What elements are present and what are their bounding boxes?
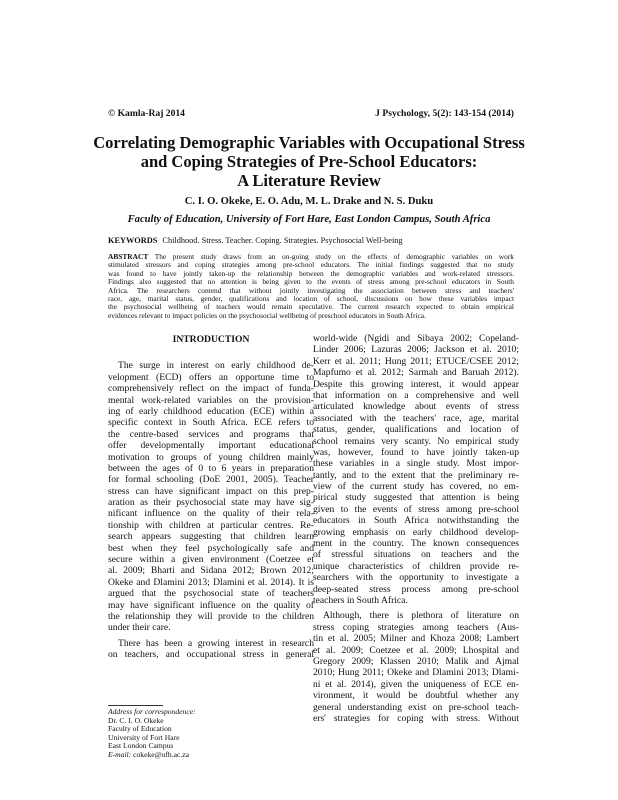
abstract-line: stimulated stressors and coping strategies among pre-school educators. The initial findings suggested that no study xyxy=(108,261,514,270)
body-line: growing emphasis on early childhood develop- xyxy=(313,526,519,538)
body-line: specific context in South Africa. ECE refers to xyxy=(108,417,314,429)
body-line: Mapfumo et al. 2012; Sarmah and Baruah 2012). xyxy=(313,367,519,379)
body-line: al. 2009; Bharti and Sidana 2012; Brown 2012; xyxy=(108,565,314,577)
keywords-line xyxy=(108,236,403,245)
left-column xyxy=(108,334,314,661)
body-line: under their care. xyxy=(108,622,171,634)
body-line: The surge in interest on early childhood de- xyxy=(118,360,314,372)
body-line: tin et al. 2005; Milner and Khoza 2008; Lambert xyxy=(313,633,519,645)
footnote-line: University of Fort Hare xyxy=(108,732,180,742)
body-line: searchers with the opportunity to investigate a xyxy=(313,572,519,584)
abstract-line: race, age, marital status, gender, qualifications and location of school, discussions on how these variables impact xyxy=(108,295,514,304)
abstract-line-text: The present study draws from an on-going study on the effects of demographic variables on work xyxy=(154,253,514,261)
body-line: secure within a given environment (Coetzee et xyxy=(108,554,314,566)
journal-citation-header: J Psychology, 5(2): 143-154 (2014) xyxy=(375,108,514,119)
body-line: teachers in South Africa. xyxy=(313,594,408,606)
footnote-email-line xyxy=(108,751,196,760)
body-line: associated with the teachers' race, age, marital xyxy=(313,412,519,424)
body-paragraph xyxy=(108,638,314,661)
body-line: stress coping strategies among teachers (Aus- xyxy=(313,621,519,633)
body-line: that information on a comprehensive and well xyxy=(313,389,519,401)
body-line: tantly, and to the extent that the preliminary re- xyxy=(313,469,519,481)
body-line: educators in South Africa notwithstanding the xyxy=(313,515,519,527)
abstract-line: the psychosocial wellbeing of teachers would remain speculative. The current research expected to obtain empirical xyxy=(108,303,514,312)
body-line: motivation to groups of young children mainly xyxy=(108,451,314,463)
body-line: Okeke and Dlamini 2013; Dlamini et al. 2014). It is xyxy=(108,576,314,588)
abstract-line: was found to have jointly taken-up the relationship between the demographic variables and work-related stressors. xyxy=(108,269,514,278)
title-line: Correlating Demographic Variables with Occupational Stress xyxy=(93,133,525,152)
abstract-line: evidences relevant to impact policies on the psychosocial wellbeing of preschool educators in South Africa. xyxy=(108,311,426,320)
footnote-rule xyxy=(108,705,163,706)
section-heading-introduction: INTRODUCTION xyxy=(172,334,250,345)
body-line: given to the events of stress among pre-school xyxy=(313,503,519,515)
body-line: on teachers, and occupational stress in general xyxy=(108,649,314,661)
body-line: between the ages of 0 to 6 years in preparation xyxy=(108,462,314,474)
article-title xyxy=(60,133,558,190)
footnote-line: Dr. C. I. O. Okeke xyxy=(108,715,164,725)
abstract-block xyxy=(108,253,514,320)
body-line: Despite this growing interest, it would appear xyxy=(313,378,519,390)
body-line: comprehensively reflect on the impact of funda- xyxy=(108,383,314,395)
body-paragraph xyxy=(313,610,519,724)
body-line: unique characteristics of children provide re- xyxy=(313,560,519,572)
abstract-line: Africa. The researchers contend that without jointly investigating the association between stress and teachers' xyxy=(108,286,514,295)
title-line: A Literature Review xyxy=(237,171,381,190)
body-line: velopment (ECD) offers an opportune time to xyxy=(108,371,314,383)
body-line: general understanding exist on pre-school teach- xyxy=(313,701,519,713)
body-line: may have significant influence on the quality of xyxy=(108,599,314,611)
abstract-line: Findings also suggested that no attention is being given to the events of stress among pre-school educators in South xyxy=(108,278,514,287)
body-line: for formal schooling (DoE 2001, 2005). Teacher xyxy=(108,474,314,486)
footnote-line: Address for correspondence: xyxy=(108,707,196,716)
email-label: E-mail: xyxy=(108,749,132,759)
abstract-label: ABSTRACT xyxy=(108,253,149,261)
keywords-label: KEYWORDS xyxy=(108,236,158,245)
body-line: view of the current study has covered, no em- xyxy=(313,481,519,493)
body-line: tionship with children at particular centres. Re- xyxy=(108,519,314,531)
body-line: 2010; Hung 2011; Okeke and Dlamini 2013; Dlami- xyxy=(313,667,519,679)
body-line: There has been a growing interest in research xyxy=(118,637,314,649)
email-link[interactable]: cokeke@ufh.ac.za xyxy=(133,749,190,759)
body-line: Kerr et al. 2011; Hung 2011; ETUCE/CSEE 2012; xyxy=(313,355,519,367)
body-line: Although, there is plethora of literature on xyxy=(323,610,519,622)
body-line: ers' strategies for coping with stress. Without xyxy=(313,712,519,724)
body-line: mental work-related variables on the provision- xyxy=(108,394,314,406)
footnote-line: East London Campus xyxy=(108,741,174,751)
right-column xyxy=(313,333,519,724)
author-affiliation: Faculty of Education, University of Fort Hare, East London Campus, South Africa xyxy=(127,214,491,225)
body-line: et al. 2009; Coetzee et al. 2009; Lhospital and xyxy=(313,644,519,656)
title-line: and Coping Strategies of Pre-School Educators: xyxy=(140,152,478,171)
body-line: aration as their psychosocial state may have sig- xyxy=(108,497,314,509)
body-paragraph xyxy=(108,360,314,633)
body-line: these variables in a single study. Most impor- xyxy=(313,458,519,470)
body-line: search appears suggesting that children learn xyxy=(108,531,314,543)
body-paragraph xyxy=(313,333,519,606)
body-line: Linder 2006; Lazuras 2006; Jackson et al. 2010; xyxy=(313,344,519,356)
body-line: ing of early childhood education (ECE) within a xyxy=(108,405,314,417)
footnote-line: Faculty of Education xyxy=(108,724,172,734)
body-line: stress can have significant impact on this prep- xyxy=(108,485,314,497)
body-line: articulated knowledge about events of stress xyxy=(313,401,519,413)
body-line: argued that the psychosocial state of teachers xyxy=(108,588,314,600)
body-line: nificant influence on the quality of their rela- xyxy=(108,508,314,520)
correspondence-footnote xyxy=(108,708,196,760)
body-line: was, however, found to have jointly taken-up xyxy=(313,446,519,458)
body-line: status, gender, qualifications and location of xyxy=(313,424,519,436)
body-line: school remains very scanty. No empirical study xyxy=(313,435,519,447)
body-line: best when they feel psychologically safe and xyxy=(108,542,314,554)
body-line: pirical study suggested that attention is being xyxy=(313,492,519,504)
body-line: the centre-based services and programs that xyxy=(108,428,314,440)
body-line: world-wide (Ngidi and Sibaya 2002; Copeland- xyxy=(313,333,519,344)
body-line: the relationship they will provide to the children xyxy=(108,611,314,622)
keywords-text: Childhood. Stress. Teacher. Coping. Strategies. Psychosocial Well-being xyxy=(162,236,403,245)
copyright-header: © Kamla-Raj 2014 xyxy=(108,108,185,119)
author-list: C. I. O. Okeke, E. O. Adu, M. L. Drake and N. S. Duku xyxy=(184,196,434,207)
body-line: of stressful situations on teachers and the xyxy=(313,549,519,561)
body-line: ni et al. 2014), given the uniqueness of ECE en- xyxy=(313,678,519,690)
body-line: deep-seated stress process among pre-school xyxy=(313,583,519,595)
body-line: offer developmentally important educational xyxy=(108,440,314,452)
abstract-line xyxy=(108,253,514,261)
body-line: vironment, it would be doubtful whether any xyxy=(313,690,519,702)
body-line: ment in the country. The known consequences xyxy=(313,538,519,550)
body-line: Gregory 2009; Klassen 2010; Malik and Ajmal xyxy=(313,655,519,667)
